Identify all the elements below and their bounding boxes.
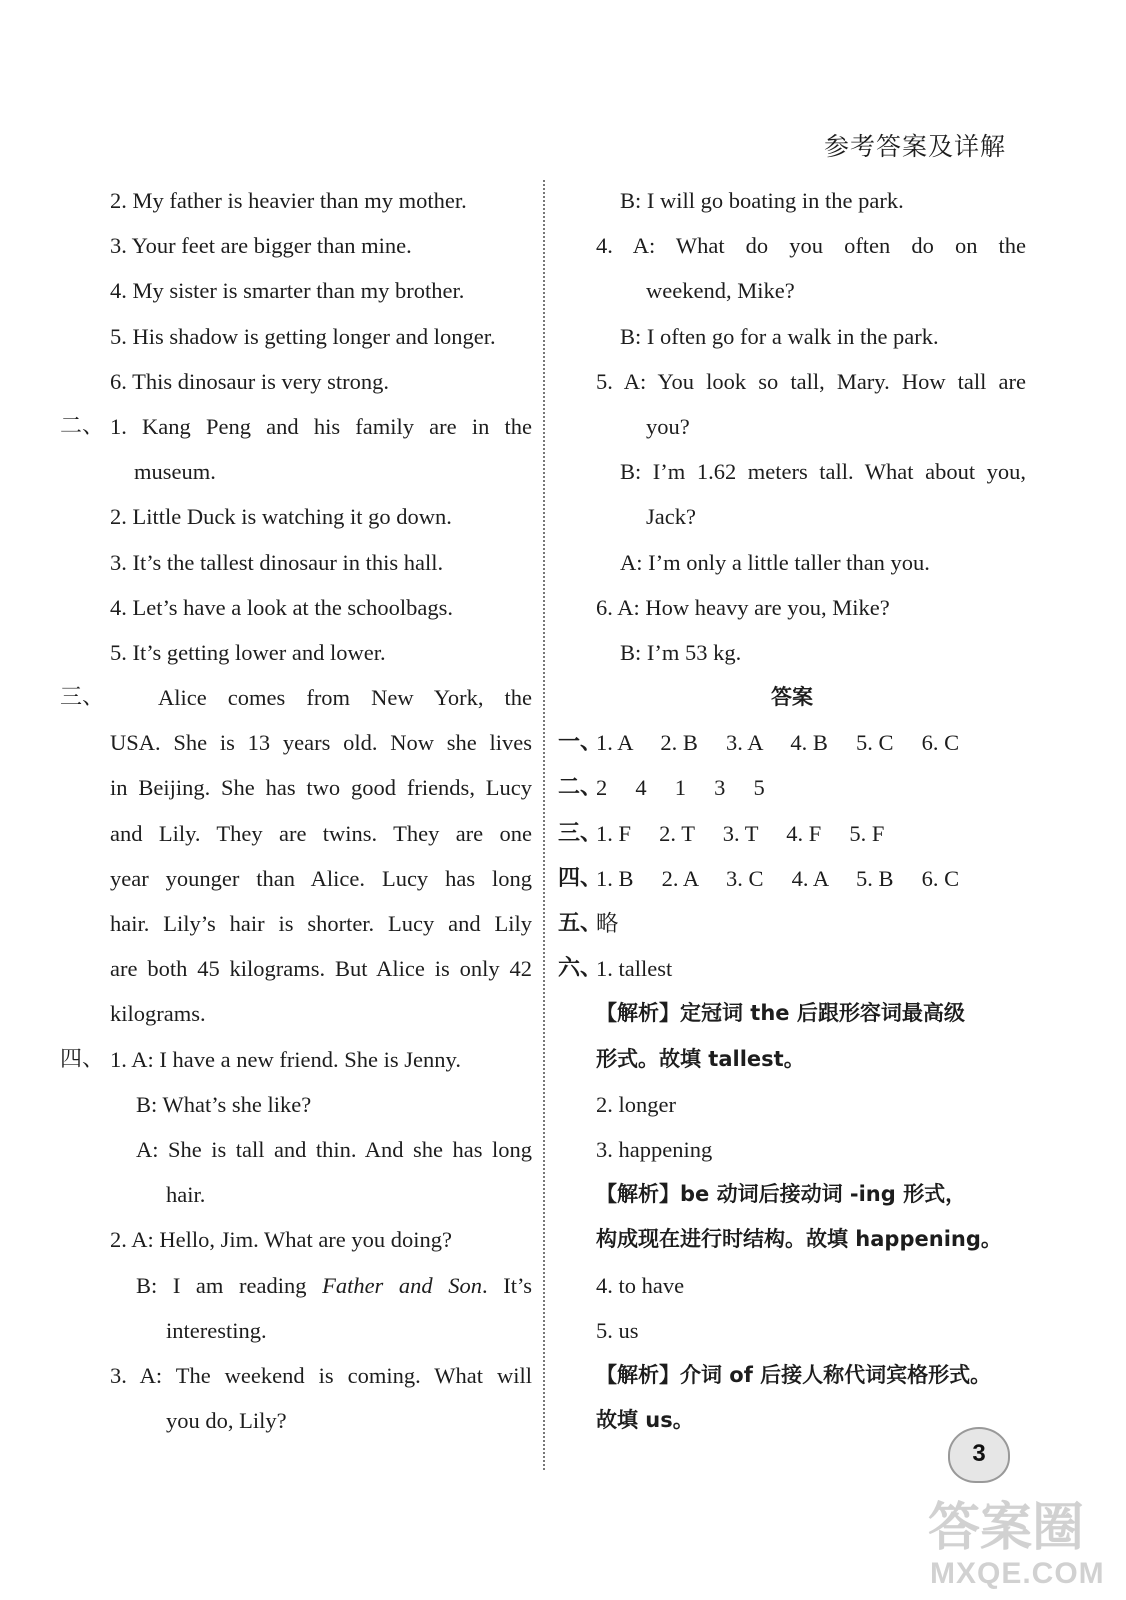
- section-marker: 二、: [60, 413, 105, 439]
- left-column-text: you do, Lily?: [166, 1408, 287, 1434]
- right-column-line: [558, 1308, 1026, 1353]
- right-column-text: 5. us: [596, 1317, 639, 1343]
- right-column-line: [558, 223, 1026, 268]
- section-marker: 四、: [60, 1046, 105, 1072]
- left-column-text: 5. It’s getting lower and lower.: [110, 639, 386, 665]
- right-column-line: [558, 1353, 1026, 1398]
- left-column-text: hair.: [166, 1182, 206, 1208]
- right-column-line: [558, 811, 1026, 856]
- column-divider: [543, 180, 545, 1470]
- section-marker: 四、: [558, 864, 603, 891]
- right-column-text: B: I’m 53 kg.: [620, 639, 742, 665]
- book-title: Father and Son: [322, 1272, 482, 1298]
- left-column-text: Alice comes from New York, the: [158, 685, 532, 711]
- left-column-line: [60, 675, 532, 720]
- left-column-text: 2. Little Duck is watching it go down.: [110, 504, 452, 530]
- left-column-text: 1. Kang Peng and his family are in the: [110, 413, 532, 439]
- left-column-text: 1. A: I have a new friend. She is Jenny.: [110, 1046, 461, 1072]
- left-column-line: [60, 1398, 532, 1443]
- right-column-text: A: I’m only a little taller than you.: [620, 549, 930, 575]
- right-column-line: [558, 675, 1026, 720]
- left-column-text: interesting.: [166, 1317, 267, 1343]
- left-column-text: USA. She is 13 years old. Now she lives: [110, 730, 532, 756]
- right-column-line: [558, 494, 1026, 539]
- right-column-text: 【解析】be 动词后接动词 -ing 形式，: [596, 1182, 967, 1207]
- right-column-line: [558, 1037, 1026, 1082]
- left-column-line: [60, 946, 532, 991]
- right-column-line: [558, 1217, 1026, 1262]
- left-column-line: [60, 1353, 532, 1398]
- left-column-text: 2. A: Hello, Jim. What are you doing?: [110, 1227, 453, 1253]
- right-column-line: [558, 585, 1026, 630]
- left-column-line: [60, 494, 532, 539]
- right-column-text: Jack?: [646, 504, 696, 530]
- page-number-badge: 3: [948, 1427, 1010, 1483]
- watermark-url-text: MXQE.COM: [930, 1557, 1105, 1590]
- right-column-line: [558, 991, 1026, 1036]
- page-header-title: 参考答案及详解: [823, 132, 1006, 161]
- right-column-text: 1. tallest: [596, 956, 673, 982]
- left-column-line: [60, 1082, 532, 1127]
- left-column-text: and Lily. They are twins. They are one: [110, 820, 532, 846]
- watermark-logo: [920, 1485, 1120, 1595]
- right-column-line: [558, 449, 1026, 494]
- right-column-line: [558, 540, 1026, 585]
- right-column-line: [558, 901, 1026, 946]
- left-column-text: 5. His shadow is getting longer and longer.: [110, 323, 496, 349]
- left-column: [60, 178, 532, 1443]
- right-column-text: 4. A: What do you often do on the: [596, 233, 1026, 259]
- right-column-text: 形式。故填 tallest。: [596, 1046, 805, 1071]
- left-column-line: [60, 359, 532, 404]
- left-column-text: 4. Let’s have a look at the schoolbags.: [110, 594, 454, 620]
- right-column-text: 3. happening: [596, 1136, 713, 1162]
- right-column-text: 1. F 2. T 3. T 4. F 5. F: [596, 820, 885, 846]
- right-column-text: 4. to have: [596, 1272, 685, 1298]
- right-column-text: B: I’m 1.62 meters tall. What about you,: [620, 459, 1026, 485]
- left-column-text: 3. Your feet are bigger than mine.: [110, 233, 412, 259]
- section-marker: 三、: [60, 685, 105, 711]
- left-column-text: A: She is tall and thin. And she has long: [136, 1136, 532, 1162]
- right-column-line: [558, 404, 1026, 449]
- right-column-text: you?: [646, 413, 690, 439]
- left-column-line: [60, 314, 532, 359]
- right-column-text: B: I will go boating in the park.: [620, 188, 904, 213]
- right-column-text: 6. A: How heavy are you, Mike?: [596, 594, 890, 620]
- right-column-line: [558, 1263, 1026, 1308]
- left-column-line: [60, 585, 532, 630]
- right-column-text: weekend, Mike?: [646, 278, 795, 304]
- left-column-text: year younger than Alice. Lucy has long: [110, 865, 532, 891]
- right-column-line: [558, 178, 1026, 223]
- watermark-top-text: 答案圈: [928, 1498, 1085, 1558]
- right-column-line: [558, 630, 1026, 675]
- left-column-line: [60, 404, 532, 449]
- section-marker: 二、: [558, 774, 603, 801]
- left-column-line: [60, 720, 532, 765]
- section-marker: 三、: [558, 819, 603, 846]
- left-column-text: B: I am reading Father and Son. It’s: [136, 1272, 532, 1298]
- right-column: [558, 178, 1026, 1443]
- left-column-text: museum.: [134, 459, 216, 485]
- section-marker: 一、: [558, 729, 603, 756]
- right-column-line: [558, 856, 1026, 901]
- left-column-line: [60, 811, 532, 856]
- right-column-text: 故填 us。: [596, 1408, 694, 1433]
- left-column-line: [60, 630, 532, 675]
- right-column-line: [558, 314, 1026, 359]
- left-column-text: 2. My father is heavier than my mother.: [110, 188, 467, 213]
- right-column-text: 构成现在进行时结构。故填 happening。: [596, 1227, 1002, 1252]
- left-column-line: [60, 901, 532, 946]
- right-column-line: [558, 720, 1026, 765]
- right-column-text: 略: [596, 911, 619, 936]
- right-column-text: B: I often go for a walk in the park.: [620, 323, 939, 349]
- right-column-text: 1. B 2. A 3. C 4. A 5. B 6. C: [596, 865, 960, 891]
- right-column-text: 【解析】定冠词 the 后跟形容词最高级: [596, 1001, 965, 1026]
- left-column-text: B: What’s she like?: [136, 1091, 312, 1117]
- right-column-line: [558, 359, 1026, 404]
- section-marker: 五、: [558, 910, 603, 936]
- section-marker: 六、: [558, 955, 603, 982]
- left-column-line: [60, 1172, 532, 1217]
- left-column-line: [60, 268, 532, 313]
- left-column-line: [60, 765, 532, 810]
- left-column-text: 3. It’s the tallest dinosaur in this hall.: [110, 549, 444, 575]
- left-column-line: [60, 856, 532, 901]
- left-column-text: are both 45 kilograms. But Alice is only 42: [110, 956, 532, 982]
- left-column-line: [60, 1127, 532, 1172]
- left-column-line: [60, 1263, 532, 1308]
- right-column-text: 答案: [771, 685, 813, 710]
- left-column-text: in Beijing. She has two good friends, Lucy: [110, 775, 532, 801]
- right-column-line: [558, 1082, 1026, 1127]
- left-column-text: 3. A: The weekend is coming. What will: [110, 1362, 532, 1388]
- left-column-line: [60, 540, 532, 585]
- right-column-text: 1. A 2. B 3. A 4. B 5. C 6. C: [596, 730, 960, 756]
- right-column-line: [558, 1127, 1026, 1172]
- right-column-text: 2 4 1 3 5: [596, 775, 765, 801]
- right-column-line: [558, 268, 1026, 313]
- left-column-text: 4. My sister is smarter than my brother.: [110, 278, 465, 304]
- right-column-line: [558, 765, 1026, 810]
- left-column-line: [60, 991, 532, 1036]
- left-column-line: [60, 1308, 532, 1353]
- left-column-line: [60, 223, 532, 268]
- left-column-line: [60, 1037, 532, 1082]
- left-column-line: [60, 1217, 532, 1262]
- right-column-line: [558, 946, 1026, 991]
- right-column-text: 【解析】介词 of 后接人称代词宾格形式。: [596, 1362, 992, 1387]
- right-column-text: 2. longer: [596, 1091, 676, 1117]
- right-column-line: [558, 1172, 1026, 1217]
- left-column-line: [60, 449, 532, 494]
- left-column-line: [60, 178, 532, 223]
- right-column-text: 5. A: You look so tall, Mary. How tall are: [596, 368, 1026, 394]
- left-column-text: kilograms.: [110, 1001, 206, 1027]
- left-column-text: hair. Lily’s hair is shorter. Lucy and Lily: [110, 911, 532, 936]
- left-column-text: 6. This dinosaur is very strong.: [110, 368, 389, 394]
